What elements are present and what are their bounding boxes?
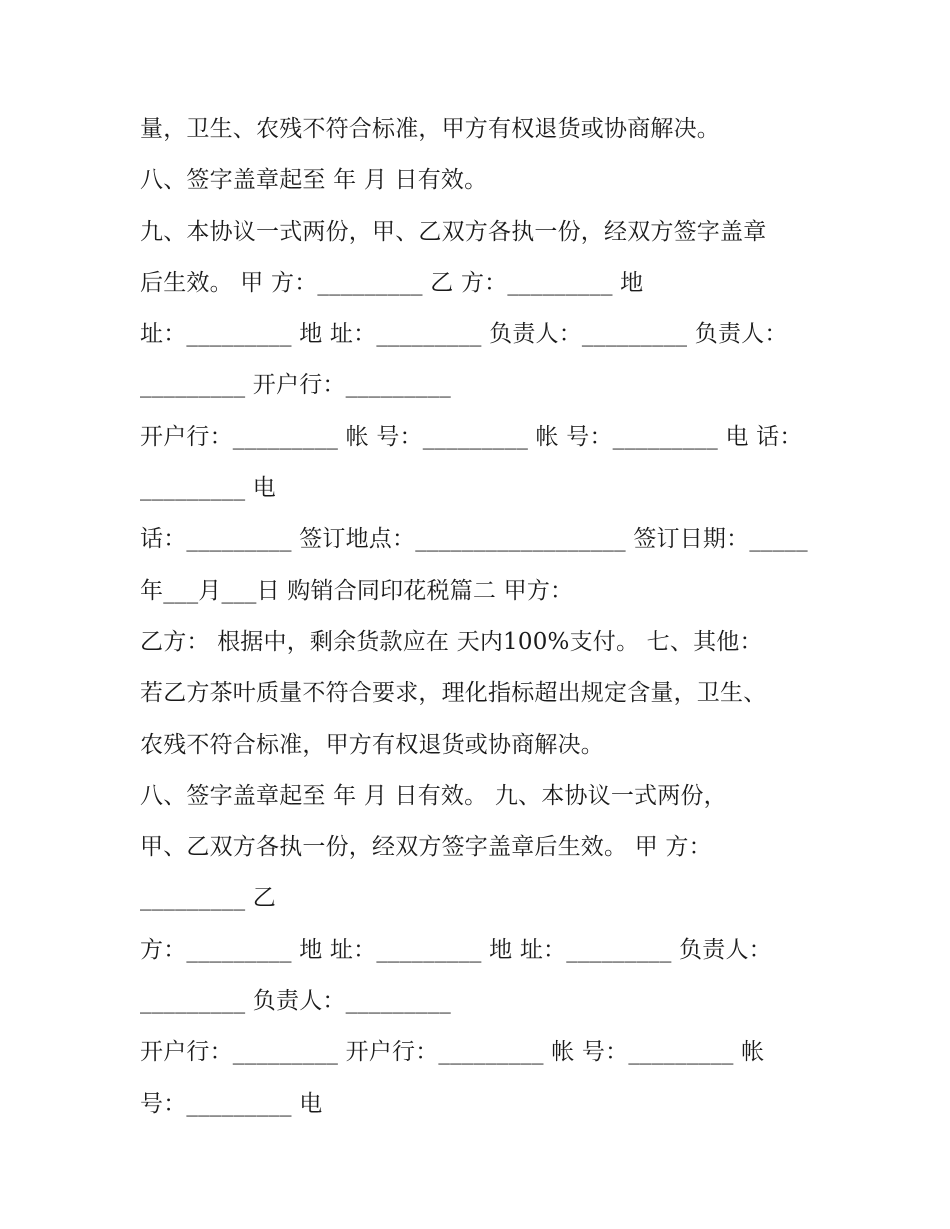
text-line: 号：_________ 电: [140, 1090, 323, 1117]
text-line: 量，卫生、农残不符合标准，甲方有权退货或协商解决。: [140, 116, 720, 142]
text-line: 农残不符合标准，甲方有权退货或协商解决。: [140, 731, 604, 758]
text-line: 八、签字盖章起至 年 月 日有效。: [140, 167, 488, 194]
text-line: 九、本协议一式两份，甲、乙双方各执一份，经双方签字盖章: [140, 218, 767, 245]
text-line: 方：_________ 地 址：_________ 地 址：_________ 负责人：: [140, 936, 772, 963]
text-line: 后生效。 甲 方：_________ 乙 方：_________ 地: [140, 269, 644, 296]
text-line: _________ 乙: [140, 885, 277, 912]
text-line: 甲、乙双方各执一份，经双方签字盖章后生效。 甲 方：: [140, 834, 712, 861]
text-line: 开户行：_________ 帐 号：_________ 帐 号：_________ 电 话：: [140, 423, 803, 450]
text-line: 话：_________ 签订地点：__________________ 签订日期：_____: [140, 526, 808, 553]
text-line: _________ 电: [140, 475, 277, 502]
text-line: _________ 开户行：_________: [140, 372, 451, 399]
text-line: _________ 负责人：_________: [140, 988, 451, 1015]
text-line: 若乙方茶叶质量不符合要求，理化指标超出规定含量，卫生、: [140, 680, 767, 707]
text-line: 址：_________ 地 址：_________ 负责人：_________ 负责人：: [140, 321, 788, 348]
text-line: 八、签字盖章起至 年 月 日有效。 九、本协议一式两份，: [140, 782, 727, 809]
document-body: [140, 104, 830, 1130]
text-line: 开户行：_________ 开户行：_________ 帐 号：_________ 帐: [140, 1039, 765, 1066]
text-line: 年___月___日 购销合同印花税篇二 甲方：: [140, 577, 574, 604]
text-line: 乙方： 根据中，剩余货款应在 天内100%支付。 七、其他：: [140, 628, 763, 655]
